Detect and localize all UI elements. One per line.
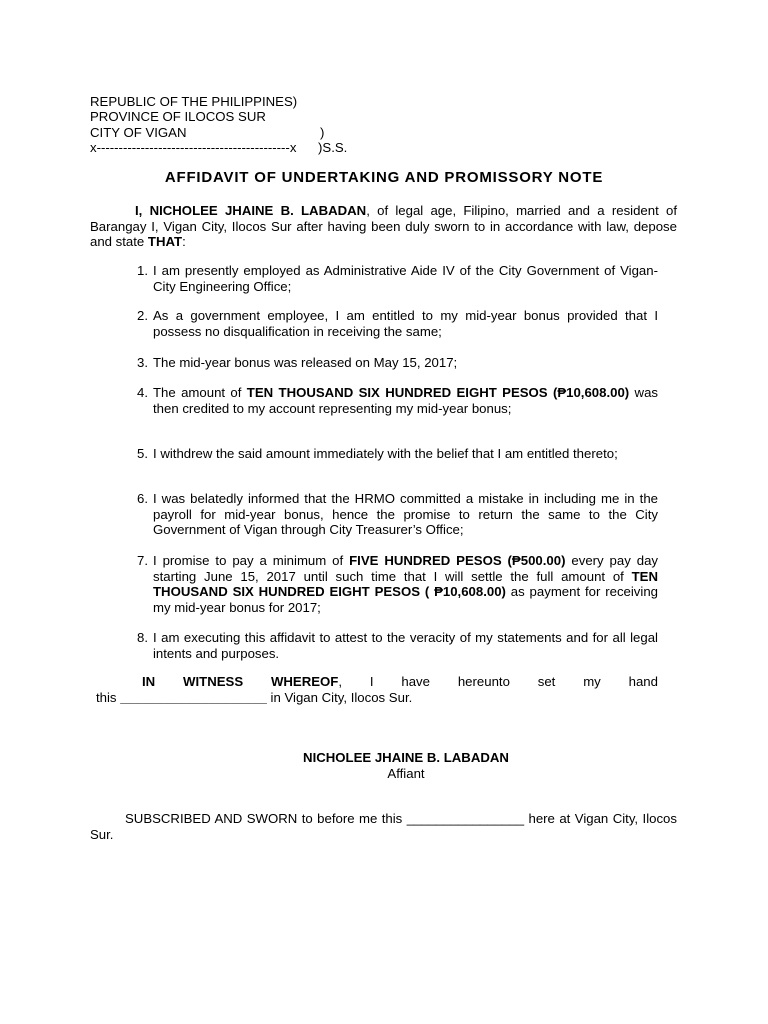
witness-line-2 [96, 690, 658, 706]
list-item-number: 2. [137, 308, 148, 323]
witness-whereof [271, 674, 342, 690]
list-item-number: 1. [137, 263, 148, 278]
list-item-text: The mid-year bonus was released on May 15, 2017; [153, 355, 458, 370]
witness-clause [96, 674, 658, 705]
witness-word: IN [142, 674, 156, 689]
witness-word: WHEREOF [270, 674, 339, 689]
witness-place: in Vigan City, Ilocos Sur. [266, 689, 413, 705]
item7-post: as payment for receiving my mid-year bonus for 2017; [153, 584, 658, 615]
witness-word: set [537, 674, 556, 689]
affiant-role: Affiant [387, 766, 425, 781]
affiant-name: NICHOLEE JHAINE B. LABADAN [303, 750, 509, 765]
witness-line-1 [96, 674, 658, 690]
witness-comma: , [338, 674, 343, 689]
witness-word: hereunto [457, 674, 510, 689]
list-item-text: I am presently employed as Administrative Aide IV of the City Government of Vigan-City Engineering Office; [153, 263, 658, 294]
witness-word: my [583, 674, 601, 689]
venue-republic [90, 78, 298, 109]
witness-word: I [369, 674, 374, 689]
witness-word: WITNESS [183, 674, 244, 689]
affiant-signature-name [0, 750, 768, 765]
item7-minimum-amount: FIVE HUNDRED PESOS (₱500.00) [349, 553, 566, 568]
list-item-number: 4. [137, 385, 148, 400]
item4-amount: TEN THOUSAND SIX HUNDRED EIGHT PESOS (₱10,608.00) [246, 385, 630, 400]
item4-pre: The amount of [153, 385, 247, 400]
list-item-text [153, 385, 658, 416]
list-item-number: 7. [137, 553, 148, 568]
witness-this: this [96, 689, 117, 705]
venue-republic-label: REPUBLIC OF THE PHILIPPINES) [90, 93, 298, 109]
intro-paragraph [90, 203, 677, 250]
intro-that: THAT [147, 234, 183, 249]
witness-date-blank: ____________________ [120, 689, 267, 705]
witness-word: hand [628, 674, 658, 689]
item7-pre: I promise to pay a minimum of [153, 553, 350, 568]
list-item-number: 3. [137, 355, 148, 370]
venue-province-paren: ) [320, 124, 325, 140]
venue-separator-text: x--------------------------------------------x [90, 140, 297, 155]
document-title: AFFIDAVIT OF UNDERTAKING AND PROMISSORY NOTE [164, 169, 604, 186]
list-item-text: I withdrew the said amount immediately with the belief that I am entitled thereto; [153, 446, 618, 461]
item4-post: was then credited to my account representing my mid-year bonus; [153, 385, 659, 416]
list-item-text: I am executing this affidavit to attest to the veracity of my statements and for all legal intents and purposes. [153, 630, 658, 661]
list-item-number: 6. [137, 491, 148, 506]
intro-text: , of legal age, Filipino, married and a resident of Barangay I, Vigan City, Ilocos Sur after having been duly sworn to in accordance with law, depose and state [90, 203, 677, 249]
affiant-name-intro: I, NICHOLEE JHAINE B. LABADAN [135, 203, 367, 218]
list-item-text: I was belatedly informed that the HRMO committed a mistake in including me in the payroll for mid-year bonus, hence the promise to return the same to the City Government of Vigan through City Treasurer’s Office; [153, 491, 658, 537]
intro-colon: : [182, 234, 186, 249]
venue-block [90, 78, 348, 155]
list-item-text: As a government employee, I am entitled to my mid-year bonus provided that I possess no disqualification in receiving the same; [153, 308, 658, 339]
venue-city-label: CITY OF VIGAN [90, 124, 187, 140]
venue-city-paren: )S.S. [318, 140, 348, 155]
list-item-number: 8. [137, 630, 148, 645]
witness-word: have [401, 674, 430, 689]
item7-full-amount: TEN THOUSAND SIX HUNDRED EIGHT PESOS ( ₱10,608.00) [153, 568, 658, 599]
list-item-text [153, 553, 658, 615]
subscribed-sworn-paragraph: SUBSCRIBED AND SWORN to before me this ________________ here at Vigan City, Ilocos Sur. [90, 811, 677, 842]
list-item-number: 5. [137, 446, 148, 461]
venue-province-label: PROVINCE OF ILOCOS SUR [90, 109, 266, 124]
item7-mid: every pay day starting June 15, 2017 until such time that I will settle the full amount of [153, 553, 659, 584]
